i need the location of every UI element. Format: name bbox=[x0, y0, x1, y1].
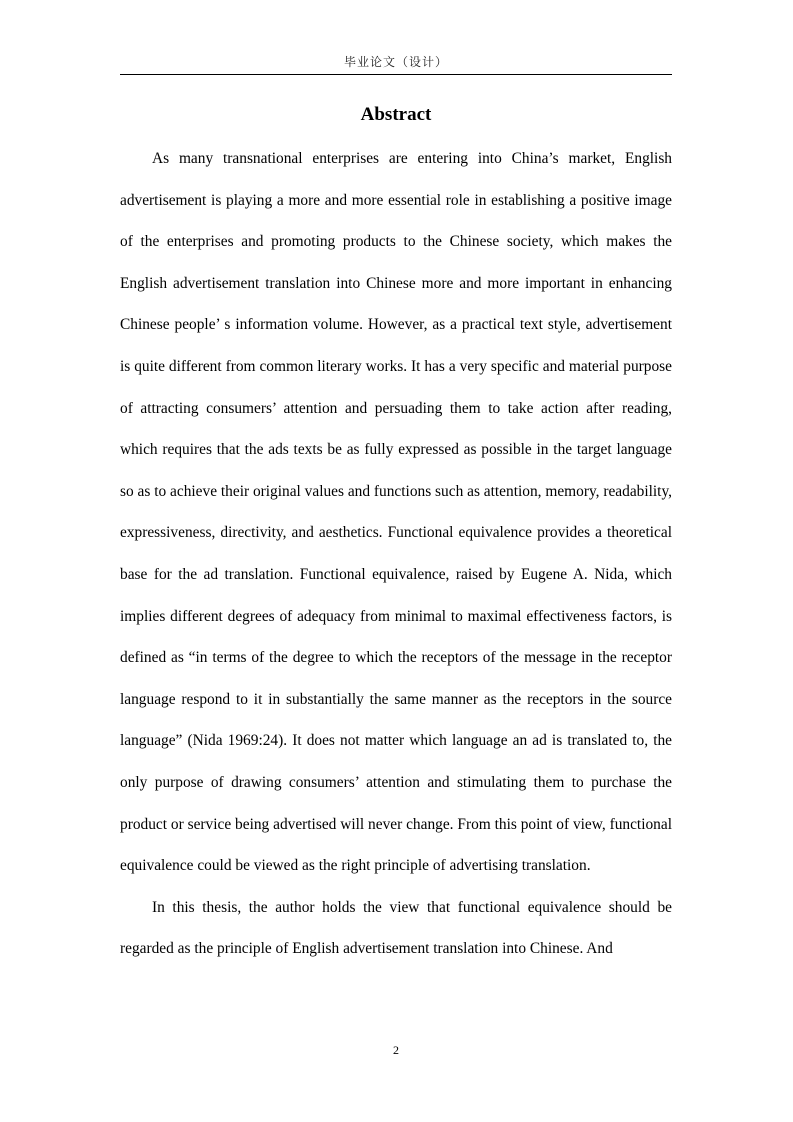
page-title: Abstract bbox=[360, 104, 432, 125]
paragraph: In this thesis, the author holds the view that functional equivalence should be regarded as the principle of English advertisement translation into Chinese. And bbox=[120, 898, 672, 958]
abstract-body bbox=[120, 138, 672, 970]
running-header: 毕业论文（设计） bbox=[343, 55, 448, 69]
header-divider bbox=[120, 74, 672, 75]
paragraph: As many transnational enterprises are entering into China’s market, English advertisement is playing a more and more essential role in establishing a positive image of the enterprises and promoting products to the Chinese society, which makes the English advertisement translation into Chinese more and more important in enhancing Chinese people’ s information volume. However, as a practical text style, advertisement is quite different from common literary works. It has a very specific and material purpose of attracting consumers’ attention and persuading them to take action after reading, which requires that the ads texts be as fully expressed as possible in the target language so as to achieve their original values and functions such as attention, memory, readability, expressiveness, directivity, and aesthetics. Functional equivalence provides a theoretical base for the ad translation. Functional equivalence, raised by Eugene A. Nida, which implies different degrees of adequacy from minimal to maximal effectiveness factors, is defined as “in terms of the degree to which the receptors of the message in the receptor language respond to it in substantially the same manner as the receptors in the source language” (Nida 1969:24). It does not matter which language an ad is translated to, the only purpose of drawing consumers’ attention and stimulating them to purchase the product or service being advertised will never change. From this point of view, functional equivalence could be viewed as the right principle of advertising translation. bbox=[120, 150, 672, 875]
page-number: 2 bbox=[393, 1043, 399, 1057]
